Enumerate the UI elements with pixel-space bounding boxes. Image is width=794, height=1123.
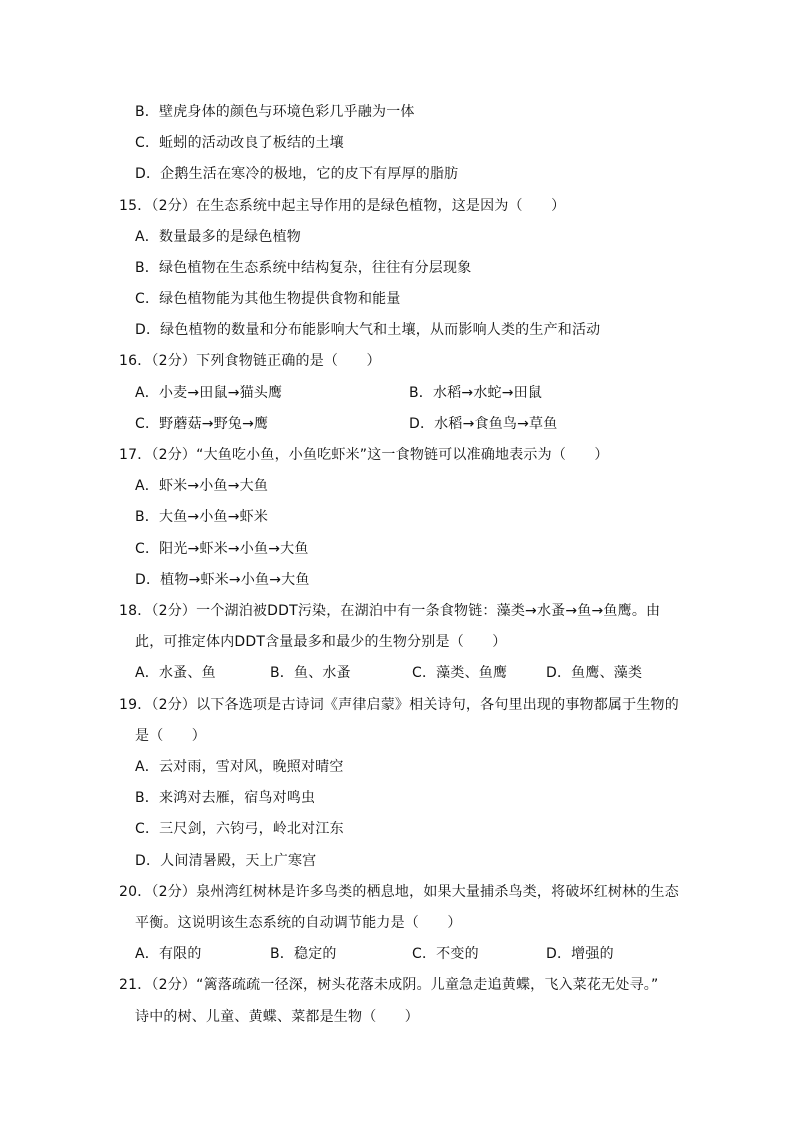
q19-option-c: C．三尺剑，六钧弓，岭北对江东 xyxy=(135,821,344,837)
q20-option-c: C．不变的 xyxy=(412,946,479,962)
q17-stem: 17．（2分）“大鱼吃小鱼，小鱼吃虾米”这一食物链可以准确地表示为（ ） xyxy=(119,447,609,463)
q17-option-b: B．大鱼→小鱼→虾米 xyxy=(135,509,269,525)
q16-option-c: C．野蘑菇→野兔→鹰 xyxy=(135,416,269,432)
q18-stem: 18．（2分）一个湖泊被DDT污染，在湖泊中有一条食物链：藻类→水蚤→鱼→鱼鹰。由 xyxy=(119,603,661,619)
q19-stem: 19．（2分）以下各选项是古诗词《声律启蒙》相关诗句，各句里出现的事物都属于生物的 xyxy=(119,697,679,713)
q16-option-d: D．水稻→食鱼鸟→草鱼 xyxy=(409,416,558,432)
q20-option-d: D．增强的 xyxy=(546,946,614,962)
q20-stem-continued: 平衡。这说明该生态系统的自动调节能力是（ ） xyxy=(135,915,462,931)
q20-option-a: A．有限的 xyxy=(135,946,202,962)
q15-option-c: C．绿色植物能为其他生物提供食物和能量 xyxy=(135,291,401,307)
q18-stem-continued: 此，可推定体内DDT含量最多和最少的生物分别是（ ） xyxy=(135,634,507,650)
q16-stem: 16．（2分）下列食物链正确的是（ ） xyxy=(119,353,381,369)
q17-option-c: C．阳光→虾米→小鱼→大鱼 xyxy=(135,541,309,557)
q18-option-c: C．藻类、鱼鹰 xyxy=(412,665,508,681)
q18-option-a: A．水蚤、鱼 xyxy=(135,665,216,681)
prev-option-d: D．企鹅生活在寒冷的极地，它的皮下有厚厚的脂肪 xyxy=(135,166,459,182)
q20-stem: 20．（2分）泉州湾红树林是许多鸟类的栖息地，如果大量捕杀鸟类，将破坏红树林的生态 xyxy=(119,884,679,900)
q15-option-d: D．绿色植物的数量和分布能影响大气和土壤，从而影响人类的生产和活动 xyxy=(135,322,601,338)
prev-option-c: C．蚯蚓的活动改良了板结的土壤 xyxy=(135,135,344,151)
q16-option-b: B．水稻→水蛇→田鼠 xyxy=(409,385,543,401)
q19-option-a: A．云对雨，雪对风，晚照对晴空 xyxy=(135,759,344,775)
q17-option-d: D．植物→虾米→小鱼→大鱼 xyxy=(135,572,310,588)
q19-option-b: B．来鸿对去雁，宿鸟对鸣虫 xyxy=(135,790,316,806)
q18-option-d: D．鱼鹰、藻类 xyxy=(546,665,643,681)
q21-stem-continued: 诗中的树、儿童、黄蝶、菜都是生物（ ） xyxy=(135,1009,419,1025)
q15-option-a: A．数量最多的是绿色植物 xyxy=(135,229,301,245)
q19-option-d: D．人间清暑殿，天上广寒宫 xyxy=(135,853,317,869)
q21-stem: 21．（2分）“篱落疏疏一径深，树头花落未成阴。儿童急走追黄蝶，飞入菜花无处寻。” xyxy=(119,977,659,993)
q19-stem-continued: 是（ ） xyxy=(135,728,206,744)
q15-option-b: B．绿色植物在生态系统中结构复杂，往往有分层现象 xyxy=(135,260,472,276)
q17-option-a: A．虾米→小鱼→大鱼 xyxy=(135,478,269,494)
q18-option-b: B．鱼、水蚤 xyxy=(270,665,351,681)
q20-option-b: B．稳定的 xyxy=(270,946,337,962)
q16-option-a: A．小麦→田鼠→猫头鹰 xyxy=(135,385,283,401)
q15-stem: 15．（2分）在生态系统中起主导作用的是绿色植物，这是因为（ ） xyxy=(119,198,566,214)
prev-option-b: B．壁虎身体的颜色与环境色彩几乎融为一体 xyxy=(135,104,415,120)
